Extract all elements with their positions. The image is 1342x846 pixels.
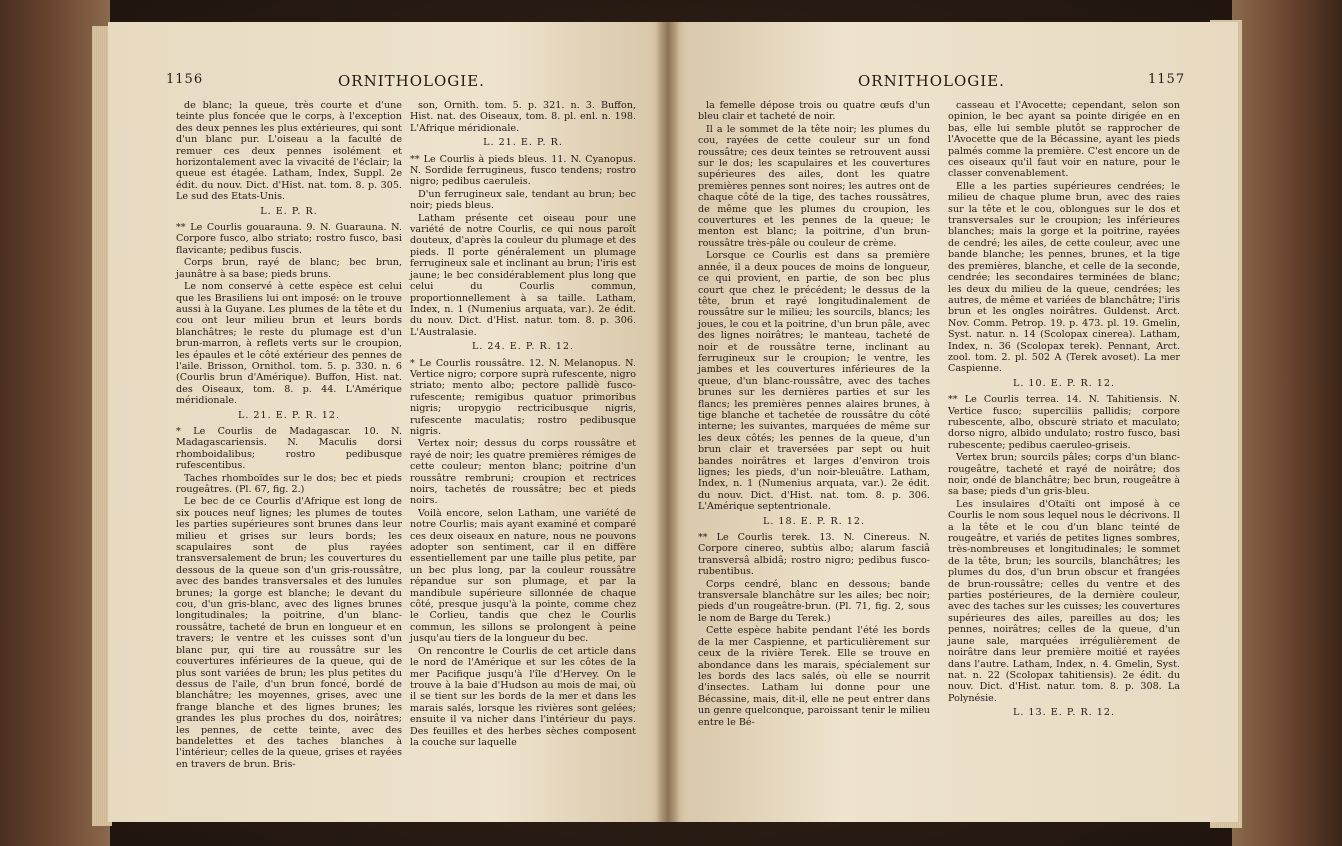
body-paragraph: Voilà encore, selon Latham, une variété de notre Courlis; mais ayant examiné et comparé ces deux oiseaux en nature, nous ne pouvons adopter son sentiment, car il en diffère essentiellement par une taille plus petite, par un bec plus long, par la couleur roussâtre répandue sur son plumage, et par la mandibule supérieure sillonnée de chaque côté, presque jusqu'à la pointe, comme chez le Corlieu, tandis que chez le Courlis commun, les sillons se prolongent à peine jusqu'au tiers de la longueur du bec. xyxy=(410,507,636,645)
body-paragraph: D'un ferrugineux sale, tendant au brun; bec noir; pieds bleus. xyxy=(410,188,636,212)
species-heading: ** Le Courlis terrea. 14. N. Tahitiensis. N. Vertice fusco; superciliis pallidis; corpore rubescente, albo, obscurè striato et maculato; dorso nigro, albido undulato; rostro fusco, basi rubescente; pedibus caeruleo-griseis. xyxy=(948,394,1180,451)
body-paragraph: Vertex brun; sourcils pâles; corps d'un blanc-rougeâtre, tacheté et rayé de noirâtre; dos noir, ondé de blanchâtre; bec brun, rougeâtre à sa base; pieds d'un gris-bleu. xyxy=(948,452,1180,498)
body-paragraph: casseau et l'Avocette; cependant, selon son opinion, le bec ayant sa pointe dirigée en en bas, elle lui semble plutôt se rapprocher de l'Avocette que de la Bécassine, ayant les pieds palmés comme la première. C'est encore un de ces oiseaux qu'il faut voir en nature, pour le classer convenablement. xyxy=(948,100,1180,180)
left-page xyxy=(108,22,668,822)
body-paragraph: Cette espèce habite pendant l'été les bords de la mer Caspienne, et particulièrement sur ceux de la rivière Terek. Elle se trouve en abondance dans les marais, spécialement sur les bords des lacs salés, où elle se nourrit d'insectes. Latham lui donne pour une Bécassine, mais, dit-il, elle ne peut entrer dans un genre quelconque, paroissant tenir le milieu entre le Bé- xyxy=(698,625,930,728)
left-column-1 xyxy=(176,100,402,771)
right-page-number: 1157 xyxy=(1148,72,1186,87)
body-paragraph: son, Ornith. tom. 5. p. 321. n. 3. Buffon, Hist. nat. des Oiseaux, tom. 8. pl. enl. n. 198. L'Afrique méridionale. xyxy=(410,100,636,134)
body-paragraph: Corps brun, rayé de blanc; bec brun, jaunâtre à sa base; pieds bruns. xyxy=(176,257,402,280)
body-paragraph: la femelle dépose trois ou quatre œufs d'un bleu clair et tacheté de noir. xyxy=(698,100,930,123)
body-paragraph: Le nom conservé à cette espèce est celui que les Brasiliens lui ont imposé: on le trouve aussi à la Guyane. Les plumes de la tête et du cou ont leur milieu brun et leurs bords blanchâtres; le reste du plumage est d'un brun-marron, à reflets verts sur le croupion, les épaules et le côté extérieur des pennes de l'aile. Brisson, Ornithol. tom. 5. p. 330. n. 6 (Courlis brun d'Amérique). Buffon, Hist. nat. des Oiseaux, tom. 8. p. 44. L'Amérique méridionale. xyxy=(176,281,402,407)
body-paragraph: Lorsque ce Courlis est dans sa première année, il a deux pouces de moins de longueur, ce qui provient, en partie, de son bec plus court que chez le précédent; le dessus de la tête, brun et rayé longitudinalement de roussâtre sur le milieu; les sourcils, blancs; les joues, le cou et la poitrine, d'un brun pâle, avec des lignes noirâtres; le manteau, tacheté de noir et de roussâtre terne, inclinant au ferrugineux sur le croupion; le ventre, les jambes et les couvertures inférieures de la queue, d'un blanc-roussâtre, avec des taches brunes sur les dernières parties et sur les flancs; les premières pennes alaires brunes, à tige blanche et tachetée de roussâtre du côté interne; les suivantes, marquées de même sur les deux côtés; les pennes de la queue, d'un brun clair et traversées par sept ou huit bandes noirâtres et larges d'environ trois lignes; les pieds, d'un noir-bleuâtre. Latham, Index, n. 1 (Numenius arquata, var.). 2e édit. du nouv. Dict. d'Hist. nat. tom. 8. p. 306. L'Amérique septentrionale. xyxy=(698,250,930,513)
section-signature: L. 18. E. P. R. 12. xyxy=(762,515,866,527)
species-heading: * Le Courlis roussâtre. 12. N. Melanopus. N. Vertice nigro; corpore suprà rufescente, nigro striato; mento albo; pectore pallidè fusco-rufescente; remigibus quatuor primoribus nigris; uropygio rectricibusque nigris, rufescente maculatis; rostro pedibusque nigris. xyxy=(410,357,636,437)
section-signature: L. 13. E. P. R. 12. xyxy=(1012,707,1116,719)
body-paragraph: Il a le sommet de la tête noir; les plumes du cou, rayées de cette couleur sur un fond roussâtre; ces deux teintes se retrouvent aussi sur le dos; les scapulaires et les couvertures supérieures des ailes, dont les quatre premières pennes sont noires; les autres ont de chaque côté de la tige, des taches roussâtres, de même que les plumes du croupion, les couvertures et les pennes de la queue; le menton est blanc; la poitrine, d'un brun-roussâtre très-pâle ou couleur de crème. xyxy=(698,123,930,249)
section-signature: L. 10. E. P. R. 12. xyxy=(1012,377,1116,389)
book-cover-right xyxy=(1232,0,1342,846)
species-heading: ** Le Courlis terek. 13. N. Cinereus. N. Corpore cinereo, subtùs albo; alarum fasciâ transversâ albidâ; rostro nigro; pedibus fusco-rubentibus. xyxy=(698,532,930,578)
body-paragraph: Latham présente cet oiseau pour une variété de notre Courlis, ce qui nous paroît douteux, d'après la couleur du plumage et des pieds. Il porte généralement un plumage ferrugineux sale et inclinant au brun; l'iris est jaune; le bec considérablement plus long que celui du Courlis commun, proportionnellement à sa taille. Latham, Index, n. 1 (Numenius arquata, var.). 2e édit. du nouv. Dict. d'Hist. natur. tom. 8. p. 306. L'Australasie. xyxy=(410,212,636,338)
right-column-2 xyxy=(948,100,1180,724)
body-paragraph: Corps cendré, blanc en dessous; bande transversale blanchâtre sur les ailes; bec noir; pieds d'un rougeâtre-brun. (Pl. 71, fig. 2, sous le nom de Barge du Terek.) xyxy=(698,578,930,624)
section-signature: L. 21. E. P. R. 12. xyxy=(237,409,341,421)
book-gutter xyxy=(656,22,680,822)
left-running-title: ORNITHOLOGIE. xyxy=(338,72,485,90)
right-running-title: ORNITHOLOGIE. xyxy=(858,72,1005,90)
species-heading: ** Le Courlis gouarauna. 9. N. Guarauna. N. Corpore fusco, albo striato; rostro fusco, basi flavicante; pedibus fuscis. xyxy=(176,222,402,256)
body-paragraph: Elle a les parties supérieures cendrées; le milieu de chaque plume brun, avec des raies sur la tête et le cou, oblongues sur le dos et transversales sur le croupion; les inférieures blanches; mais la gorge et la poitrine, rayées de cendré; les ailes, de cette couleur, avec une bande blanche; les pennes, brunes, et la tige des premières, blanche, et celle de la seconde, cendrée; les secondaires terminées de blanc; les deux du milieu de la queue, cendrées; les autres, de même et variées de blanchâtre; l'iris brun et les ongles noirâtres. Guldenst. Arct. Nov. Comm. Petrop. 19. p. 473. pl. 19. Gmelin, Syst. natur. n. 14 (Scolopax cinerea). Latham, Index, n. 36 (Scolopax terek). Pennant, Arct. zool. tom. 2. pl. 502 A (Terek avoset). La mer Caspienne. xyxy=(948,180,1180,375)
section-signature: L. 24. E. P. R. 12. xyxy=(471,341,575,353)
body-paragraph: On rencontre le Courlis de cet article dans le nord de l'Amérique et sur les côtes de la mer Pacifique jusqu'à l'île d'Hervey. On le trouve à la baie d'Hudson au mois de mai, où il se tient sur les bords de la mer et dans les marais salés, lorsque les rivières sont gelées; ensuite il va nicher dans l'intérieur du pays. Des feuilles et des herbes sèches composent la couche sur laquelle xyxy=(410,645,636,748)
body-paragraph: Le bec de ce Courlis d'Afrique est long de six pouces neuf lignes; les plumes de toutes les parties supérieures sont brunes dans leur milieu et grises sur leurs bords; les scapulaires sont de plus rayées transversalement de brun; les couvertures du dessous de la queue son d'un gris-roussâtre, avec des bandes transversales et des lunules brunes; la gorge est blanche; le devant du cou, d'un gris-blanc, avec des lignes brunes longitudinales; la poitrine, d'un blanc-roussâtre, tacheté de brun en longueur et en travers; le ventre et les cuisses sont d'un blanc pur, qui tire au roussâtre sur les couvertures inférieures de la queue, qui de plus sont variées de brun; les plus petites du dessus de l'aile, d'un brun foncé, bordé de blanchâtre; les moyennes, grises, avec une frange blanche et des lignes brunes; les grandes les plus proches du dos, noirâtres; les pennes, de cette teinte, avec des bandelettes et des taches blanches à l'intérieur; celles de la queue, grises et rayées en travers de brun. Bris- xyxy=(176,496,402,770)
left-column-2 xyxy=(410,100,636,749)
left-page-number: 1156 xyxy=(166,72,204,87)
body-paragraph: Les insulaires d'Otaïti ont imposé à ce Courlis le nom sous lequel nous le décrivons. Il a la tête et le cou d'un blanc teinté de rougeâtre, et variés de petites lignes sombres, très-nombreuses et longitudinales; le sommet de la tête, brun; les sourcils, blanchâtres; les plumes du dos, d'un brun obscur et frangées de brun-roussâtre; celles du ventre et des parties postérieures, de la dernière couleur, avec des taches sur les cuisses; les couvertures supérieures des ailes, pareilles au dos; les pennes, noirâtres; celles de la queue, d'un jaune sale, marquées irrégulièrement de noirâtre dans leur première moitié et rayées dans l'autre. Latham, Index, n. 4. Gmelin, Syst. nat. n. 22 (Scolopax tahitiensis). 2e édit. du nouv. Dict. d'Hist. natur. tom. 8. p. 308. La Polynésie. xyxy=(948,498,1180,704)
body-paragraph: Vertex noir; dessus du corps roussâtre et rayé de noir; les quatre premières rémiges de cette couleur; menton blanc; poitrine d'un roussâtre rembruni; croupion et rectrices noirs, tachetés de roussâtre; bec et pieds noirs. xyxy=(410,438,636,507)
body-paragraph: Taches rhomboïdes sur le dos; bec et pieds rougeâtres. (Pl. 67, fig. 2.) xyxy=(176,472,402,495)
right-column-1 xyxy=(698,100,930,729)
section-signature: L. E. P. R. xyxy=(260,205,318,217)
right-page xyxy=(668,22,1238,822)
species-heading: * Le Courlis de Madagascar. 10. N. Madagascariensis. N. Maculis dorsi rhomboidalibus; rostro pedibusque rufescentibus. xyxy=(176,425,402,472)
species-heading: ** Le Courlis à pieds bleus. 11. N. Cyanopus. N. Sordide ferrugineus, fusco tendens; rostro nigro; pedibus caeruleis. xyxy=(410,153,636,188)
section-signature: L. 21. E. P. R. xyxy=(483,137,563,149)
body-paragraph: de blanc; la queue, très courte et d'une teinte plus foncée que le corps, à l'exception des deux pennes les plus extérieures, qui sont d'un blanc pur. L'oiseau a la faculté de remuer ces deux pennes isolément et horizontalement avec la vivacité de l'éclair; la queue est étagée. Latham, Index, Suppl. 2e édit. du nouv. Dict. d'Hist. nat. tom. 8. p. 305. Le sud des Etats-Unis. xyxy=(176,100,402,203)
